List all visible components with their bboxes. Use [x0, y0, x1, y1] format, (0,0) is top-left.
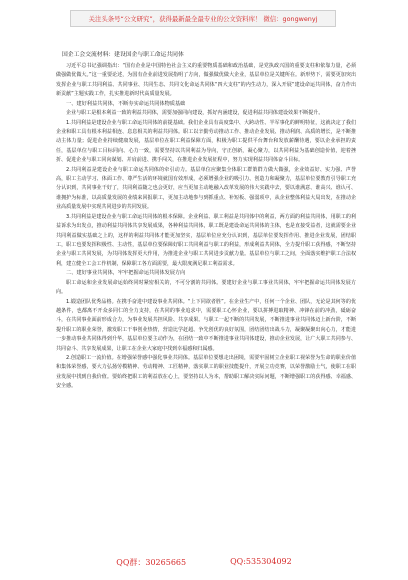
- paragraph: 2.共同利益是建设企业与职工命运共同体的牵引动力。基层单位应聚集全体职工群策群力做大做强，企业效益好、实力强、声誉高，职工主动学习、体面工作、尊严生活的环境就国有效形成，必须增强企业的吸引力、创造力和凝聚力，基层单位要教育引导职工充分认识到，共同事业干好了，共同利益随之也会更好，应当更加主动地融入改革发展的伟大实践中去，要以谁满意、谁高兴、谁认可、谁拥护为标准，以高质量发展的业绩来回报职工，更加主动地参与到抓重点、补短板、强弱项中，从企业整体利益大局出发，在推动企业高质量发展中实现共同进步的共同发展。: [56, 166, 356, 211]
- footer-qq: QQ:535304092: [230, 557, 292, 566]
- doc-title: 国企工会交流材料：建设国企与职工命运共同体: [62, 52, 184, 58]
- footer-qq-group: QQ群：30265665: [116, 558, 187, 567]
- paragraph: 企业与职工是根本利益一致的利益共同体，需要加强同向建设，抓好内涵建设，促进利益共同体建设效果不断提升。: [66, 110, 324, 117]
- paragraph: 习近平总书记强调指出：“国有企业是中国特色社会主义的重要物质基础和政治基础，是党执政兴国的重要支柱和依靠力量，必须做强做优做大。”这一重要论述，为国有企业前进发展指明了方向，做强做优做大企业，基层单位是关键所在。新形势下，需要更加突出发挥企业与职工共同利益、共同事业、共同生态、共同文化命运共同体“四大支柱”的内生动力，深入开展“建设命运共同体，奋力作出新贡献”主题实践工作，扎实推进新时代高质量发展。: [56, 63, 356, 98]
- document-page: [56, 50, 356, 548]
- footer: [0, 557, 408, 571]
- doc-body: [56, 62, 356, 392]
- paragraph: 2.创造职工一流价值。在增强荣誉感中强化事业共同体。基层单位要想走出困境，需要牢固树立企业职工视荣誉为生命的职业价值和集体荣誉感，要大力弘扬劳模精神、劳动精神、工匠精神，落实职工的职业技能提升，开展立功竞赛，以荣誉激励士气，使职工在职业发展中找到自我价值。要始终把职工的利益放在心上，要坚持以人为本，帮助职工解决实际问题，不断增强职工的获得感、幸福感、安全感。: [56, 354, 356, 390]
- section-heading: 二、建好事业共同体，牢牢把握命运共同体发展方向: [66, 270, 186, 277]
- paragraph: 1.锻造团队优秀品格。在携手奋进中建设事业共同体。“上下同欲者胜”。在企业生产中，任何一个企业、团队，无论是其何等的优越条件，也都离不开众多同仁的全力支持，在共同的事业追求中，需要职工心怀企业，要以拼搏进取精神、冲锋在前的冲劲，砥砺奋斗，在共同事业面前形成合力，为事业发展共担风险、共享成果。与职工一起不断的共同发展，不断推进事业共同体迈上新台阶，不断提升职工的职业荣誉，激发职工干事创业热情，营造比学赶超、争先创优的良好氛围，团结团结出战斗力，凝聚凝聚出向心力，才能进一步推动事业共同体得到升华，基层单位要主动作为，在团结一致中不断推进事业共同体建设，推动企业发展，让广大职工共同参与、共同奋斗、共享发展成果，让职工在企业大家庭中找到幸福感和归属感。: [56, 298, 356, 352]
- paragraph: 职工命运和企业发展命运始终同时紧密相关的，不可分割的共同体。要建好企业与职工事业共同体，牢牢把握命运共同体发展方向。: [56, 279, 356, 296]
- top-banner: 关注头条号“公文研究”，获得最新最全最专业的公文资料库！ 微信：gongwenyj: [70, 10, 336, 27]
- paragraph: 1.共同利益是建设企业与职工命运共同体的前提基础。我们企业具有高度集中、大跨动性、半军事化的鲜明特征，这就决定了我们企业和职工具有根本利益相连、息息相关的利益共同体。职工以辛勤劳动推动工作、推动企业发展、推动利润、高质的增长，是不断推动主体力量；促进企业持续健康发展，基层单位在职工利益保障方面，积极为职工提供平台舞台和发放薪酬待遇，要以企业承担的责任，基层单位与职工目标同向、心力一致，需要坚持以共同利益为导向，守正创新，凝心聚力，以共同利益为基础创造价值，迎着挫折、促进企业与职工同向谋划、并肩前进、携手闯关，在推进企业发展征程中，努力实现利益共同体奋斗目标。: [56, 119, 356, 164]
- section-heading: 一、建好利益共同体，不断夯实命运共同体物质基础: [66, 100, 186, 107]
- paragraph: 3.共同利益是建设企业与职工命运共同体的根本保障。企业利益、职工利益是共同体中的利益，两方面的利益共同体，用职工的利益诉求为出发点，推动利益共同体共享发展成果，各种利益共同体，职工既是建设命运共同体的主体，也是直接受益者，这就需要企业共同利益做实基础之上的，这样的利益共同体才能更加坚实，基层单位应充分认识到，基层单位要发挥作用、推进企业发展，团结职工，职工也要发挥积极性、主动性，基层单位要保障好职工共同利益与职工的利益，形成利益共同体，全力提升职工获得感，不断坚持企业与职工共同发展，为共同体发挥更大作用，为推进企业与职工共同进步贡献力量。基层单位与职工之间，全面落实维护职工合法权利，建立健全工会工作机制，保障职工各方面需要，最大限度满足职工利益需求。: [56, 213, 356, 267]
